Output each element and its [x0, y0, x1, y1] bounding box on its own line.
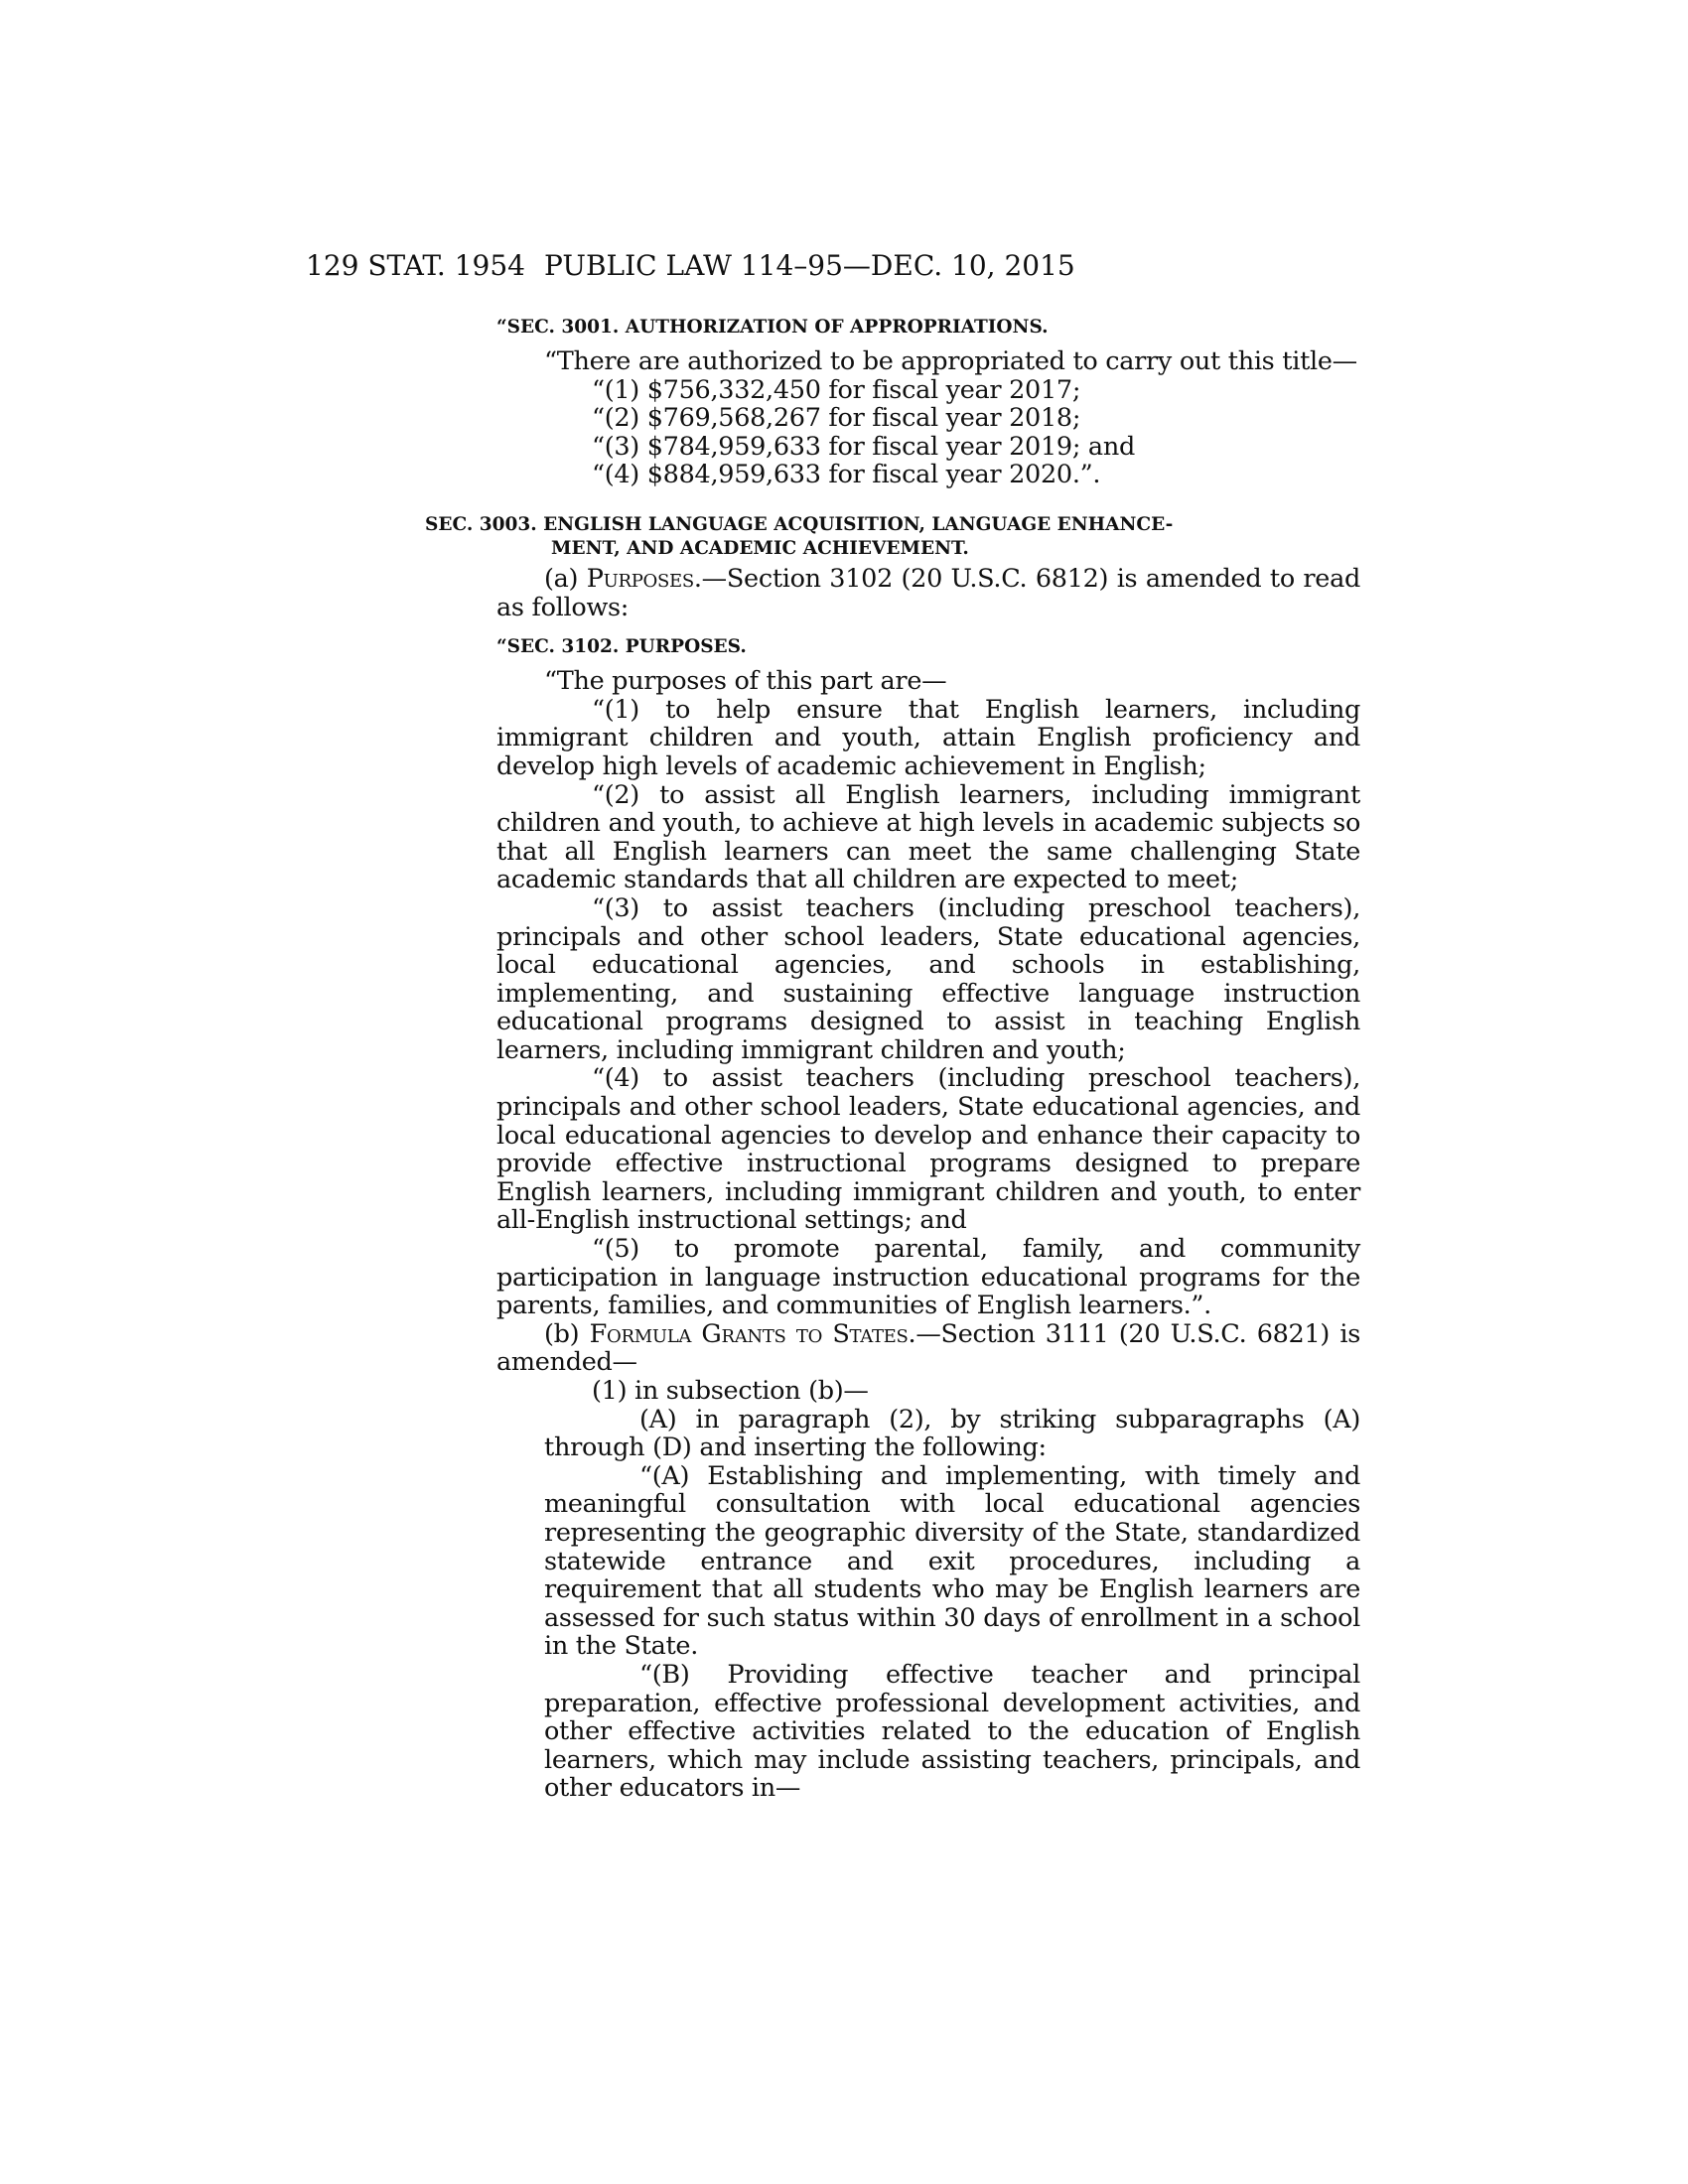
purpose-paragraph-2: “(2) to assist all English learners, including immigrant children and youth, to achieve at high levels in academic subjects so that all English learners can meet the same challenging State academic standards that all children are expected to meet; — [496, 779, 1360, 895]
document-body — [425, 316, 1360, 1804]
running-header — [306, 246, 1311, 286]
subsection-b-caption: Formula Grants to States — [589, 1318, 909, 1349]
purpose-paragraph-1: “(1) to help ensure that English learners, including immigrant children and youth, attain English proficiency and develop high levels of academic achievement in English; — [496, 694, 1360, 781]
sec-3001-heading: “SEC. 3001. AUTHORIZATION OF APPROPRIATIONS. — [496, 317, 1049, 338]
subparagraph-A: (A) in paragraph (2), by striking subparagraphs (A) through (D) and inserting the following: — [544, 1404, 1360, 1463]
subsection-a-caption: Purposes — [586, 563, 694, 594]
inserted-subparagraph-A: “(A) Establishing and implementing, with timely and meaningful consultation with local educational agencies representing the geographic diversity of the State, standardized statewide entrance and exit procedures, including a requirement that all students who may be English learners are assessed for such status within 30 days of enrollment in a school in the State. — [544, 1460, 1360, 1662]
page-reference: 129 STAT. 1954 — [306, 249, 525, 282]
subsection-a-label: (a) — [544, 563, 587, 594]
sec-3001-intro: “There are authorized to be appropriated to carry out this title— — [544, 346, 1357, 376]
subsection-b — [496, 1320, 1360, 1377]
appropriation-item: “(4) $884,959,633 for fiscal year 2020.”. — [592, 460, 1101, 490]
appropriation-item: “(3) $784,959,633 for fiscal year 2019; and — [592, 431, 1135, 462]
sec-3003-heading-line2: MENT, AND ACADEMIC ACHIEVEMENT. — [551, 537, 969, 559]
appropriations-list — [496, 376, 1360, 489]
sec-3003-heading-line1: SEC. 3003. ENGLISH LANGUAGE ACQUISITION, LANGUAGE ENHANCE- — [425, 513, 1174, 535]
sec-3102-intro: “The purposes of this part are— — [544, 666, 947, 697]
sec-3003-heading — [425, 513, 1360, 561]
subsection-b-label: (b) — [544, 1318, 590, 1349]
inserted-subparagraph-B: “(B) Providing effective teacher and principal preparation, effective professional development activities, and other effective activities related to the education of English learners, which may include assisting teachers, principals, and other educators in— — [544, 1659, 1360, 1804]
sec-3102-heading: “SEC. 3102. PURPOSES. — [496, 636, 747, 658]
purpose-paragraph-4: “(4) to assist teachers (including preschool teachers), principals and other school leaders, State educational agencies, and local educational agencies to develop and enhance their capacity to provide effective instructional programs designed to prepare English learners, including immigrant children and youth, to enter all-English instructional settings; and — [496, 1063, 1360, 1236]
purpose-paragraph-5: “(5) to promote parental, family, and community participation in language instruction educational programs for the parents, families, and communities of English learners.”. — [496, 1234, 1360, 1321]
appropriation-item: “(1) $756,332,450 for fiscal year 2017; — [592, 374, 1081, 405]
purpose-paragraph-3: “(3) to assist teachers (including preschool teachers), principals and other school leaders, State educational agencies, local educational agencies, and schools in establishing, implementing, and sustaining effective language instruction educational programs designed to assist in teaching English learners, including immigrant children and youth; — [496, 892, 1360, 1065]
appropriation-item: “(2) $769,568,267 for fiscal year 2018; — [592, 403, 1081, 434]
subsection-b-text: .—Section 3111 (20 U.S.C. 6821) is amended— — [496, 1318, 1360, 1378]
paragraph-1: (1) in subsection (b)— — [592, 1376, 869, 1406]
law-reference: PUBLIC LAW 114–95—DEC. 10, 2015 — [544, 249, 1075, 282]
subsection-a-text: .—Section 3102 (20 U.S.C. 6812) is amended to read as follows: — [496, 563, 1360, 622]
subsection-a — [496, 565, 1360, 621]
